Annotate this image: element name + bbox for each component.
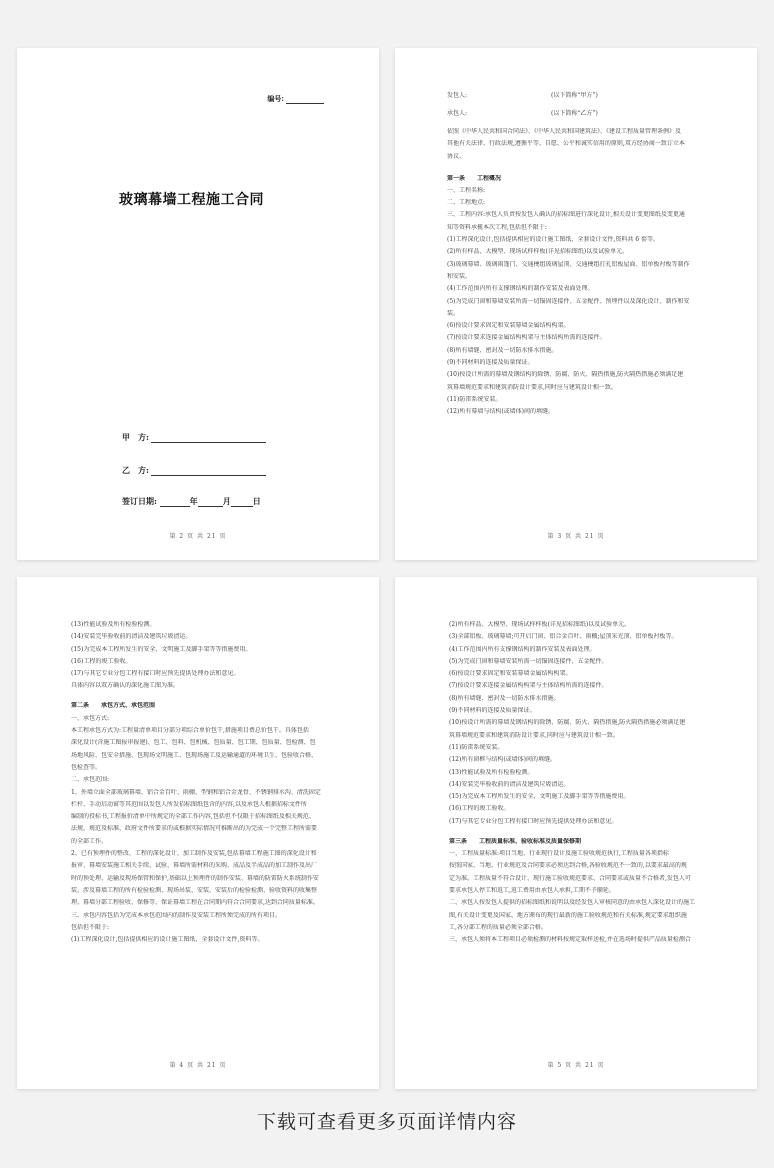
text-line: (17)与其它专业分包工程有接口时应预先提供处理办法和意见。 bbox=[449, 817, 618, 825]
text-line: (8)所有墙缝、密封及一切防水排水措施。 bbox=[447, 346, 558, 354]
header-key: 发包人: bbox=[447, 92, 468, 99]
party-a-row bbox=[122, 432, 266, 443]
section-title: 第一条 工程概况 bbox=[447, 174, 502, 182]
header-key: 承包人: bbox=[447, 110, 468, 117]
text-line: 三、承包内容包括为完成本承包范围内的制作及安装工程所须完成的所有项目。 bbox=[71, 911, 282, 919]
text-line: 一、承包方式: bbox=[71, 714, 110, 722]
text-line: (11)防雷系统安装。 bbox=[447, 395, 502, 403]
contract-number-field bbox=[267, 94, 324, 104]
party-b-blank bbox=[151, 475, 266, 476]
text-line: (3)全部铝板、玻璃幕墙;可开启门窗、铝合金百叶、雨棚;屋顶采光顶、铝单板衬板等。 bbox=[449, 633, 678, 641]
year-label: 年 bbox=[189, 496, 198, 506]
text-line: (13)性能试验及所有检验检测。 bbox=[71, 621, 156, 628]
page-number: 第 2 页 共 21 页 bbox=[169, 533, 227, 540]
text-line: (10)按设计所需的幕墙及钢结构的除锈、防腐、防火、隔热措施,防火隔热措施必须满足建 bbox=[447, 371, 684, 379]
header-row-employer bbox=[447, 92, 723, 100]
text-line: 知等资料承揽本次工程,包括但不限于: bbox=[447, 223, 547, 231]
text-line: 筑幕墙规范要求和建筑消防设计要求,同时应与建筑设计相一致。 bbox=[447, 383, 617, 391]
contract-cover-page bbox=[17, 48, 379, 560]
text-line: 时的预处理、运输及现场保管和保护,基础以上预埋件的制作安装、幕墙的防雷防火系统制作安 bbox=[71, 874, 319, 882]
text-line: 按照国家、当地、行业规范及合同要求必须达到合格,各验收规范不一致的,以要求最高的规 bbox=[449, 862, 687, 870]
text-line: (1)工程深化设计,包括提供相应的设计施工图纸、全套设计文件,资料共 6 套等。 bbox=[447, 236, 659, 244]
text-line: 定为准。工程质量不符合设计、现行施工验收规范要求、合同要求或质量不合格者,发包人可 bbox=[449, 874, 691, 882]
text-line: 2、已有预埋件的整改、工程的深化设计、加工制作及安装,包括幕墙工程施工图的深化设计和 bbox=[71, 850, 317, 858]
text-line: (10)按设计所需的幕墙及钢结构的除锈、防腐、防火、隔热措施,防火隔热措施必须满足建 bbox=[449, 719, 686, 727]
text-line: (3)玻璃幕墙、玻璃雨篷门、交通梗组玻璃屋顶、交通梗组打孔铝板屋面、铝单板衬板等制作 bbox=[447, 260, 690, 268]
text-line: (4)工作范围内所有支撑钢结构的制作安装及表面处理。 bbox=[447, 285, 594, 293]
text-line: (14)安装完毕验收前的清洁及建筑垃圾清运。 bbox=[71, 633, 192, 641]
text-line: 包检查等。 bbox=[71, 763, 102, 771]
party-a-blank bbox=[151, 442, 266, 443]
text-line: (16)工程的竣工验收。 bbox=[71, 657, 132, 665]
page-number: 第 5 页 共 21 页 bbox=[547, 1062, 605, 1069]
text-line: (15)为完成本工程所发生的安全、文明施工及脚手架等等措施费用。 bbox=[71, 645, 252, 653]
text-line: 二、承包范围: bbox=[71, 776, 110, 784]
text-line: 依照《中华人民共和国合同法》、《中华人民共和国建筑法》、《建设工程质量管理条例》及 bbox=[447, 128, 682, 135]
contract-title: 玻璃幕墙工程施工合同 bbox=[119, 192, 264, 208]
contract-number-label: 编号: bbox=[267, 94, 284, 103]
text-line: (7)按设计要求连接金属结构构架与主体结构所需的连接件。 bbox=[447, 334, 606, 342]
text-line: 二、工程地点: bbox=[447, 199, 486, 207]
year-blank bbox=[160, 506, 190, 507]
text-line: (11)防雷系统安装。 bbox=[449, 743, 504, 751]
text-line: 本工程承包方式为:工程量清单项目分部分项综合单价包干,措施项目费总价包干。具体包括 bbox=[71, 727, 309, 735]
text-line: (13)性能试验及所有检验检测。 bbox=[449, 768, 534, 776]
text-line: 理、幕墙分部工程验收、保修等、保证幕墙工程在合同期内符合合同要求,达到合同质量标准。 bbox=[71, 899, 319, 907]
text-line: 报审、幕墙安装施工相关手续、试验、幕墙所需材料的采购、成品及半成品的加工制作及出厂 bbox=[71, 862, 318, 870]
header-row-contractor bbox=[447, 110, 723, 118]
header-value: (以下简称“乙方”) bbox=[551, 110, 598, 117]
text-line: (9)不同材料的连接及质量保证。 bbox=[447, 359, 534, 367]
text-line: 装、涉及幕墙工程的所有检验检测、现场吊装、安装、安装后的检验检测、验收资料的收集整 bbox=[71, 886, 318, 894]
text-line: 场地风险、包安全措施、包现场文明施工、包现场施工及运输通道的环境卫生、包验收合格、 bbox=[71, 751, 318, 759]
text-line: (17)与其它专业分包工程有接口时应预先提供处理办法和意见。 bbox=[71, 670, 240, 678]
text-line: 具体内容以双方确认的深化施工图为准。 bbox=[71, 682, 180, 690]
text-line: 二、承包人按发包人提供的招标图纸和说明以及经发包人审核同意的由承包人深化设计的施工 bbox=[449, 899, 696, 907]
text-line: 栏杆、手动启动窗等其范围以发包人所发招标图纸包含的内容,以及承包人根据招标文件所 bbox=[71, 800, 307, 808]
text-line: (4)工作范围内所有支撑钢结构的制作安装及表面处理。 bbox=[449, 645, 596, 653]
text-line: (15)为完成本工程所发生的安全、文明施工及脚手架等等措施费用。 bbox=[449, 793, 630, 801]
text-line: 协议。 bbox=[447, 152, 466, 160]
text-line: 要求承包人停工和返工,返工费用由承包人承担,工期不予顺延。 bbox=[449, 886, 615, 894]
text-line: 装。 bbox=[447, 309, 460, 317]
party-a-label: 甲 方: bbox=[122, 432, 149, 442]
text-line: 法规、规范及标准、政府文件所要求的或根据实际情况可推断出的为完成一个完整工程所需要 bbox=[71, 825, 318, 833]
text-line: (7)按设计要求连接金属结构构架与主体结构所需的连接件。 bbox=[449, 682, 608, 690]
header-value: (以下简称“甲方”) bbox=[551, 92, 598, 99]
text-line: 编制的投标书,工程报价清单中所规定的全部工作内容,包括但不仅限于招标图纸及相关规范、 bbox=[71, 813, 315, 821]
day-blank bbox=[231, 506, 253, 507]
text-line: (5)为完成门窗和幕墙安装所需一切锚固连接件、五金配件、预埋件以及深化设计、制作和安 bbox=[447, 297, 690, 305]
text-line: 工,各分部工程的质量必须全部合格。 bbox=[449, 923, 547, 931]
text-line: 三、工程内容:承包人负责按发包人确认的招标图进行深化设计,相关设计变更图纸及变更通 bbox=[447, 211, 685, 219]
text-line: (2)所有样品、大模型、现场试样样板(详见招标图纸)以及试验单元。 bbox=[449, 621, 631, 628]
text-line: 和安装。 bbox=[447, 272, 472, 280]
section-title: 第二条 承包方式、承包范围 bbox=[71, 702, 156, 710]
text-line: (9)不同材料的连接及质量保证。 bbox=[449, 707, 536, 715]
text-line: 包括但不限于: bbox=[71, 923, 110, 931]
text-line: (6)按设计要求固定和安装幕墙金属结构构架。 bbox=[447, 322, 570, 330]
month-blank bbox=[198, 506, 223, 507]
text-line: (1)工程深化设计,包括提供相应的设计施工图纸、全套设计文件,资料等。 bbox=[71, 936, 264, 944]
day-label: 日 bbox=[252, 496, 261, 506]
contract-page-4 bbox=[17, 577, 379, 1089]
text-line: 三、承包人须将本工程项目必须检测的材料按规定取样送检,并在选场时提供产品质量检测合 bbox=[449, 936, 691, 944]
text-line: 深化设计(含施工图报审报建)、包工、包料、包机械、包质量、包工期、包质量、包检测、包 bbox=[71, 739, 316, 747]
contract-page-5 bbox=[395, 577, 757, 1089]
sign-date-label: 签订日期: bbox=[122, 496, 157, 506]
text-line: 图,有关设计变更及国家、地方颁布的现行最新的施工验收规范和有关标准,规定要求组织施 bbox=[449, 911, 687, 919]
sign-date-row bbox=[122, 496, 261, 507]
party-b-row bbox=[122, 465, 266, 476]
text-line: (12)所有幕墙与结构(或墙体)间的填缝。 bbox=[447, 408, 554, 416]
text-line: (6)按设计要求固定和安装幕墙金属结构构架。 bbox=[449, 670, 572, 678]
text-line: (12)所有窗框与结构(或墙体)间的填缝。 bbox=[449, 756, 556, 764]
text-line: 筑幕墙规范要求和建筑消防设计要求,同时应与建筑设计相一致。 bbox=[449, 731, 619, 739]
party-b-label: 乙 方: bbox=[122, 465, 149, 475]
text-line: (5)为完成门窗和幕墙安装所需一切锚固连接件、五金配件。 bbox=[449, 657, 608, 665]
contract-number-blank bbox=[286, 103, 324, 104]
text-line: 的全部工作。 bbox=[71, 837, 108, 845]
text-line: 一、工程名称: bbox=[447, 186, 486, 194]
download-caption: 下载可查看更多页面详情内容 bbox=[256, 1111, 517, 1133]
text-line: (2)所有样品、大模型、现场试样样板(详见招标图纸)以及试验单元。 bbox=[447, 248, 629, 256]
page-number: 第 3 页 共 21 页 bbox=[547, 533, 605, 540]
month-label: 月 bbox=[222, 496, 231, 506]
text-line: (14)安装完毕验收前的清洁及建筑垃圾清运。 bbox=[449, 780, 570, 788]
page-number: 第 4 页 共 21 页 bbox=[169, 1062, 227, 1069]
contract-page-3 bbox=[395, 48, 757, 560]
section-title: 第三条 工程质量标准、验收标准及质量保修期 bbox=[449, 837, 582, 845]
text-line: 一、工程质量标准:项目当地、行业现行设计及施工验收规范执行,工程质量各项指标 bbox=[449, 850, 669, 858]
text-line: (16)工程的竣工验收。 bbox=[449, 805, 510, 813]
text-line: 1、外墙立面全部玻璃幕墙、铝合金百叶、雨棚、型钢和铝合金龙骨、不锈钢排水沟、清洗固定 bbox=[71, 788, 321, 796]
text-line: 其他有关法律、行政法规,遵循平等、自愿、公平和诚实信用的原则,双方经协商一致订立本 bbox=[447, 140, 685, 148]
text-line: (8)所有墙缝、密封及一切防水排水措施。 bbox=[449, 694, 560, 702]
